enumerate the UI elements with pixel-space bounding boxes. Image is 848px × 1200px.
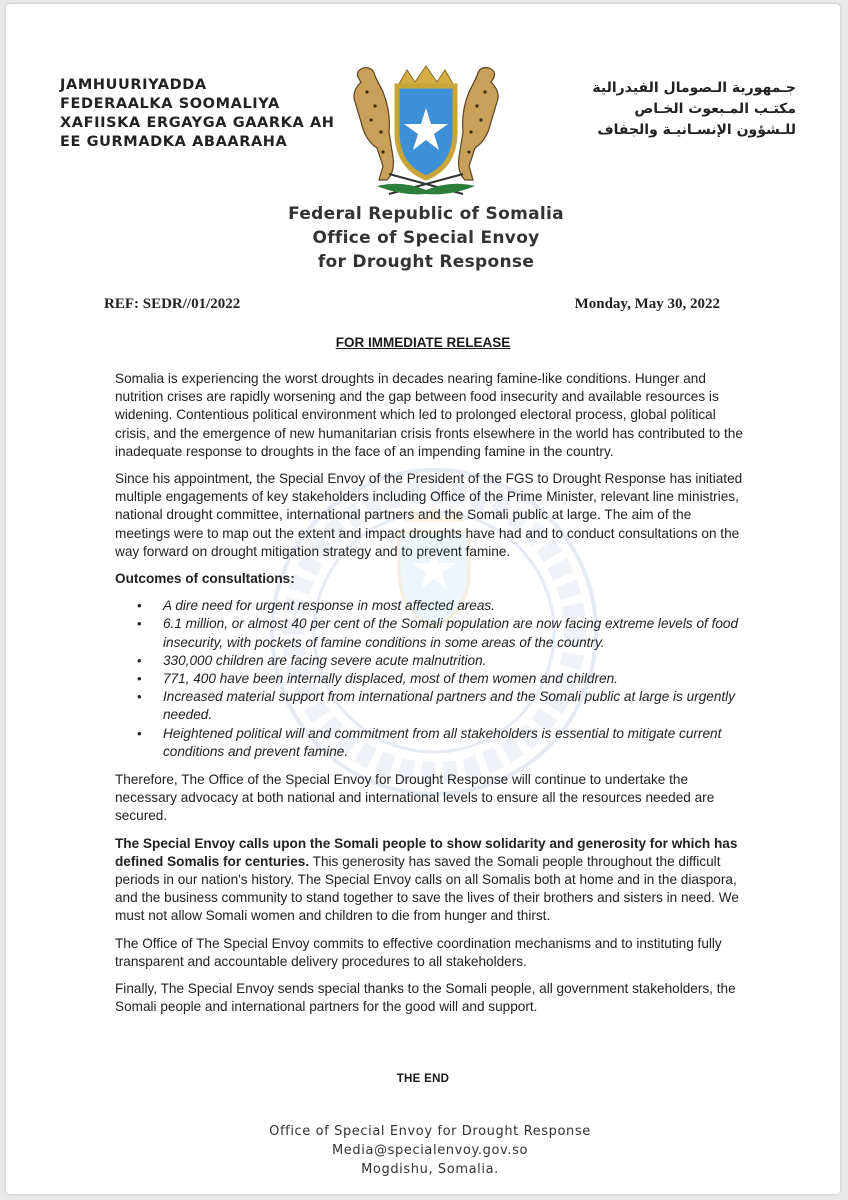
document-page (6, 4, 840, 1194)
outcomes-title: Outcomes of consultations: (115, 571, 295, 587)
letterhead-english (6, 202, 840, 274)
letterhead-arabic (592, 78, 796, 141)
somalia-coat-of-arms-icon (331, 62, 521, 202)
bullet-icon: • (137, 616, 142, 632)
outcome-item (137, 688, 745, 724)
paragraph-intro: Somalia is experiencing the worst droughts in decades nearing famine-like conditions. Hunger and nutrition crises are rapidly worsening and the gap between food insecurity and available resources is widening. Contentious political environment which led to prolonged electoral process, global political crisis, and the emergence of new humanitarian crisis fronts elsewhere in the world has contributed to the inadequate response to droughts in the face of an impending famine in the country. (115, 371, 743, 459)
document-date: Monday, May 30, 2022 (574, 296, 720, 312)
release-heading: FOR IMMEDIATE RELEASE (335, 335, 511, 350)
paragraph-engagements: Since his appointment, the Special Envoy of the President of the FGS to Drought Response has initiated multiple engagements of key stakeholders including Office of the Prime Minister, relevant line ministries, national drought committee, international partners and the Somali public at large. The aim of the meetings were to map out the extent and impact droughts have had and to conduct consultations on the way forward on drought mitigation strategy and to prevent famine. (115, 471, 743, 559)
outcome-text: 330,000 children are facing severe acute malnutrition. (163, 652, 487, 668)
paragraph-advocacy: Therefore, The Office of the Special Envoy for Drought Response will continue to undertake the necessary advocacy at both national and international levels to ensure all the resources needed are secured. (115, 772, 715, 824)
bullet-icon: • (137, 598, 142, 614)
letterhead-somali-line-4: EE GURMADKA ABAARAHA (60, 134, 288, 150)
outcome-item (137, 725, 745, 761)
outcome-item (137, 615, 745, 651)
footer-email: Media@specialenvoy.gov.so (331, 1143, 528, 1158)
letterhead-somali-line-2: FEDERAALKA SOOMALIYA (60, 96, 280, 112)
letterhead-arabic-line-2: مكتـب المـبعوث الخـاص (634, 101, 796, 117)
footer-location: Mogdishu, Somalia. (361, 1162, 499, 1177)
outcome-item (137, 670, 745, 688)
the-end-label: THE END (396, 1073, 450, 1085)
paragraph-solidarity-bold: The Special Envoy calls upon the Somali people to show solidarity and generosity for which has defined Somalis for centuries. (115, 835, 738, 869)
footer-office: Office of Special Envoy for Drought Response (269, 1124, 591, 1139)
outcome-text: Increased material support from international partners and the Somali public at large is urgently needed. (163, 689, 735, 723)
outcome-text: 771, 400 have been internally displaced, most of them women and children. (163, 671, 618, 687)
letterhead-somali (60, 76, 335, 152)
outcome-text: Heightened political will and commitment from all stakeholders is essential to mitigate current conditions and prevent famine. (163, 725, 722, 759)
outcome-text: 6.1 million, or almost 40 per cent of the Somali population are now facing extreme levels of food insecurity, with pockets of famine conditions in some areas of the country. (163, 616, 739, 650)
outcome-item (137, 597, 745, 615)
letterhead-english-line-3: for Drought Response (317, 252, 535, 272)
letterhead-somali-line-3: XAFIISKA ERGAYGA GAARKA AH (60, 115, 335, 131)
bullet-icon: • (137, 725, 142, 741)
bullet-icon: • (137, 671, 142, 687)
paragraph-solidarity (115, 835, 745, 926)
letterhead-english-line-1: Federal Republic of Somalia (288, 204, 564, 224)
reference-number: REF: SEDR//01/2022 (104, 296, 241, 312)
paragraph-thanks: Finally, The Special Envoy sends special thanks to the Somali people, all government stakeholders, the Somali people and international partners for the good will and support. (115, 981, 736, 1015)
outcome-text: A dire need for urgent response in most affected areas. (163, 598, 495, 614)
press-release-body (115, 370, 745, 1026)
letterhead-english-line-2: Office of Special Envoy (312, 228, 540, 248)
letterhead-arabic-line-3: للـشؤون الإنسـانيـة والجفاف (597, 122, 796, 138)
bullet-icon: • (137, 689, 142, 705)
paragraph-solidarity-rest: This generosity has saved the Somali people throughout the difficult periods in our nation's history. The Special Envoy calls on all Somalis both at home and in the diaspora, and the business community to stand together to save the lives of their brothers and sisters in need. We must not allow Somali women and children to die from hunger and thirst. (115, 853, 739, 924)
letterhead-arabic-line-1: جـمهورية الـصومال الفيدرالية (592, 80, 796, 96)
outcomes-list (115, 597, 745, 761)
outcome-item (137, 652, 745, 670)
letterhead-somali-line-1: JAMHUURIYADDA (60, 77, 207, 93)
paragraph-coordination: The Office of The Special Envoy commits to effective coordination mechanisms and to instituting fully transparent and accountable delivery procedures to all stakeholders. (115, 935, 722, 969)
footer-contact (6, 1122, 840, 1179)
bullet-icon: • (137, 652, 142, 668)
